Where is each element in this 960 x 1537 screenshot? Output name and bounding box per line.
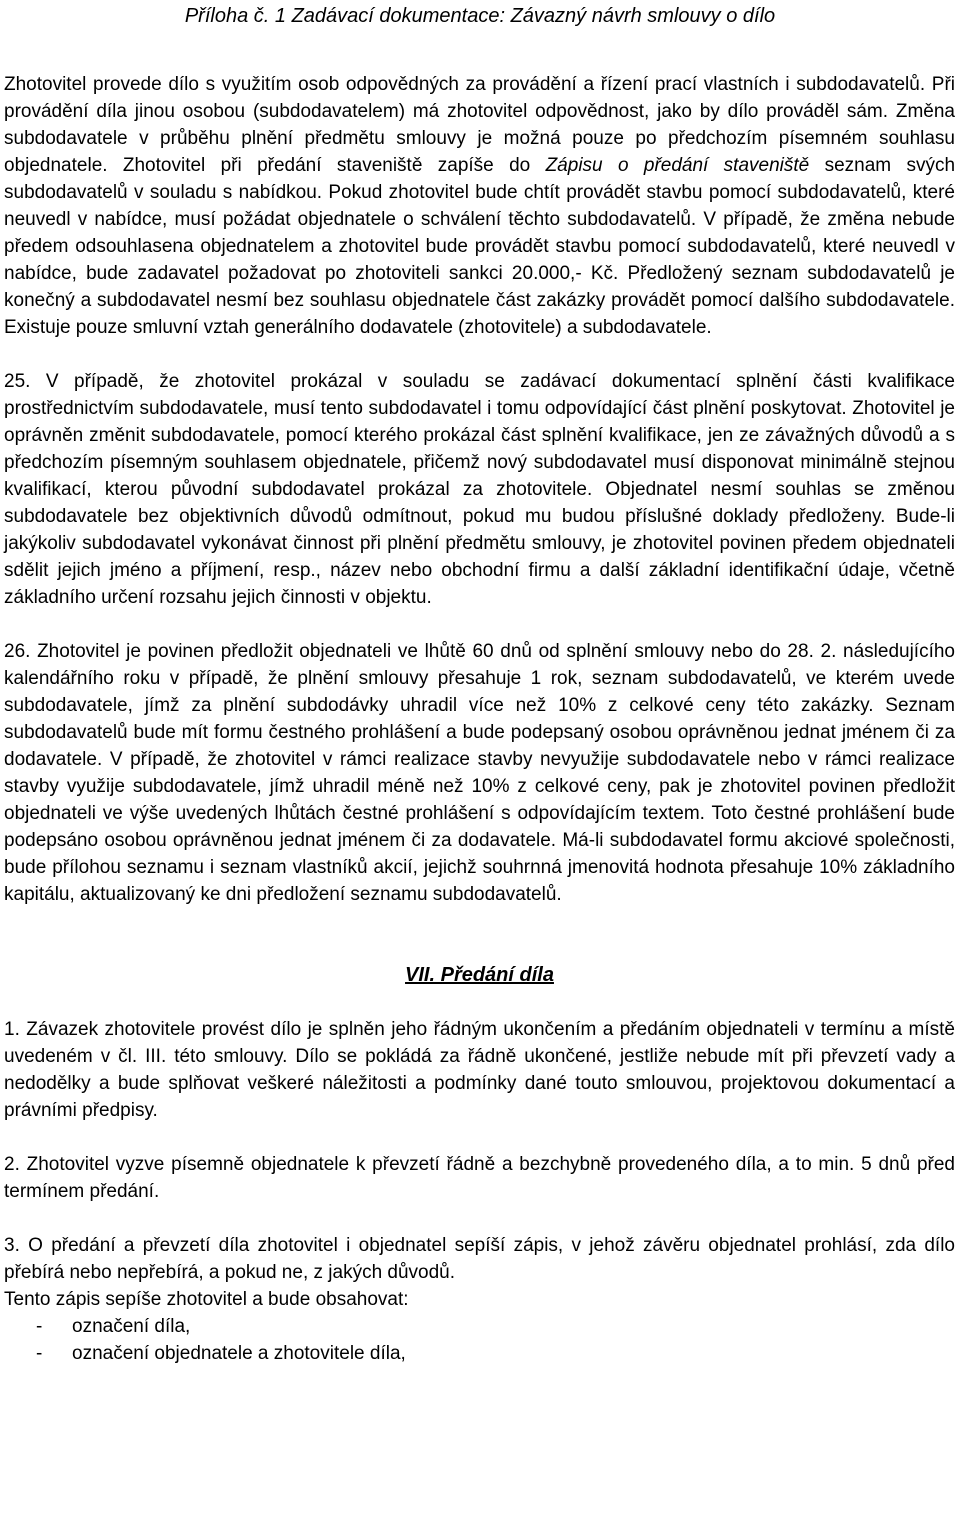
- section-vii-paragraph-3: 3. O předání a převzetí díla zhotovitel i objednatel sepíší zápis, v jehož závěru objednatel prohlásí, zda dílo přebírá nebo nepřebírá, a pokud ne, z jakých důvodů.: [4, 1235, 955, 1283]
- section-vii-paragraph-3-intro: Tento zápis sepíše zhotovitel a bude obsahovat:: [4, 1289, 409, 1310]
- section-heading-vii: VII. Předání díla: [405, 964, 554, 986]
- paragraph-subcontractors-part-b: seznam svých subdodavatelů v souladu s nabídkou. Pokud zhotovitel bude chtít provádět stavbu pomocí subdodavatelů, které neuvedl v nabídce, musí požádat objednatele o schválení těchto subdodavatelů. V případě, že změna nebude předem odsouhlasena objednatelem a zhotovitel bude provádět stavbu pomocí subdodavatelů, které neuvedl v nabídce, bude zadavatel požadovat po zhotoviteli sankci 20.000,- Kč. Předložený seznam subdodavatelů je konečný a subdodavatel nesmí bez souhlasu objednatele část zakázky provádět pomocí dalšího subdodavatele. Existuje pouze smluvní vztah generálního dodavatele (zhotovitele) a subdodavatele.: [4, 155, 956, 338]
- paragraph-subcontractors-part-a: Zhotovitel provede dílo s využitím osob odpovědných za provádění a řízení prací vlastních i subdodavatelů. Při provádění díla jinou osobou (subdodavatelem) má zhotovitel odpovědnost, jako by dílo prováděl sám. Změna subdodavatele v průběhu plnění předmětu smlouvy je možná pouze po předchozím písemném souhlasu objednatele. Zhotovitel při předání staveniště zapíše do: [4, 74, 955, 176]
- list-item-text: označení objednatele a zhotovitele díla,: [72, 1343, 406, 1364]
- paragraph-25: 25. V případě, že zhotovitel prokázal v souladu se zadávací dokumentací splnění části kvalifikace prostřednictvím subdodavatele, musí tento subdodavatel i tomu odpovídající část plnění poskytovat. Zhotovitel je oprávněn změnit subdodavatele, pomocí kterého prokázal část splnění kvalifikace, jen ze závažných důvodů a s předchozím písemným souhlasem objednatele, přičemž nový subdodavatel musí disponovat minimálně stejnou kvalifikací, kterou původní subdodavatel prokázal za zhotovitele. Objednatel nesmí souhlas se změnou subdodavatele bez objektivních důvodů odmítnout, pokud mu budou příslušné doklady předloženy. Bude-li jakýkoliv subdodavatel vykonávat činnost při plnění předmětu smlouvy, je zhotovitel povinen předem objednateli sdělit jejich jméno a příjmení, resp., název nebo obchodní firmu a další základní identifikační údaje, včetně základního určení rozsahu jejich činnosti v objektu.: [4, 371, 955, 608]
- paragraph-subcontractors-italic: Zápisu o předání staveniště: [545, 155, 810, 176]
- list-item: [4, 1313, 955, 1340]
- list-item-text: označení díla,: [72, 1316, 191, 1337]
- list-item: [4, 1340, 955, 1367]
- paragraph-26: 26. Zhotovitel je povinen předložit objednateli ve lhůtě 60 dnů od splnění smlouvy nebo do 28. 2. následujícího kalendářního roku v případě, že plnění smlouvy přesahuje 1 rok, seznam subdodavatelů, ve kterém uvede subdodavatele, jímž za plnění subdodávky uhradil více než 10% z celkové ceny této zakázky. Seznam subdodavatelů bude mít formu čestného prohlášení a bude podepsaný osobou oprávněnou jednat jménem či za dodavatele. V případě, že zhotovitel v rámci realizace stavby nevyužije subdodavatele nebo v rámci realizace stavby využije subdodavatele, jímž uhradil méně než 10% z celkové ceny, pak je zhotovitel povinen předložit objednateli ve výše uvedených lhůtách čestné prohlášení s odpovídajícím textem. Toto čestné prohlášení bude podepsáno osobou oprávněnou jednat jménem či za dodavatele. Má-li subdodavatel formu akciové společnosti, bude přílohou seznamu i seznam vlastníků akcií, jejichž souhrnná jmenovitá hodnota přesahuje 10% základního kapitálu, aktualizovaný ke dni předložení seznamu subdodavatelů.: [4, 641, 955, 905]
- document-body: [4, 71, 955, 1367]
- list-dash: -: [36, 1343, 43, 1364]
- section-vii-paragraph-1: 1. Závazek zhotovitele provést dílo je splněn jeho řádným ukončením a předáním objednateli v termínu a místě uvedeném v čl. III. této smlouvy. Dílo se pokládá za řádně ukončené, jestliže nebude mít při převzetí vady a nedodělky a bude splňovat veškeré náležitosti a podmínky dané touto smlouvou, projektovou dokumentací a právními předpisy.: [4, 1019, 955, 1121]
- record-contents-list: [4, 1313, 955, 1367]
- running-header: Příloha č. 1 Zadávací dokumentace: Závazný návrh smlouvy o dílo: [184, 5, 776, 27]
- list-dash: -: [36, 1316, 43, 1337]
- section-vii-paragraph-2: 2. Zhotovitel vyzve písemně objednatele k převzetí řádně a bezchybně provedeného díla, a to min. 5 dnů před termínem předání.: [4, 1154, 955, 1202]
- paragraph-subcontractors: [4, 71, 955, 341]
